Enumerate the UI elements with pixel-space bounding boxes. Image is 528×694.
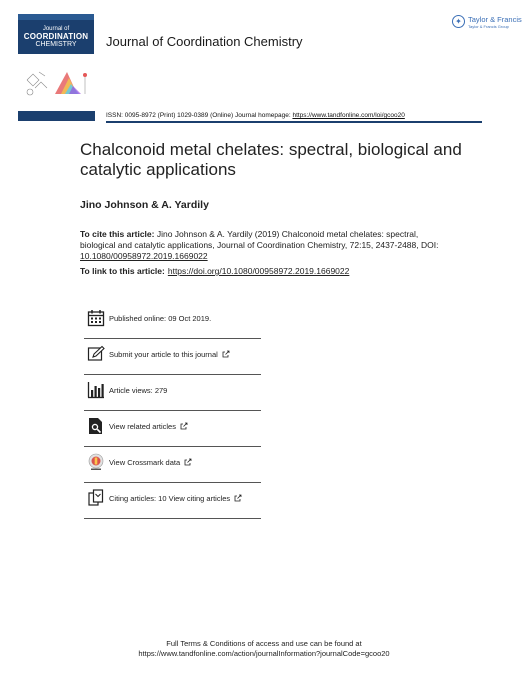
cover-line-2: COORDINATION <box>23 32 89 41</box>
header-divider <box>106 121 482 123</box>
footer-terms-link[interactable]: https://www.tandfonline.com/action/journalInformation?journalCode=gcoo20 <box>138 648 390 658</box>
citing-articles-link[interactable] <box>109 494 242 503</box>
issn-text: ISSN: 0095-8972 (Print) 1029-0389 (Online) Journal homepage: <box>106 112 293 119</box>
external-link-icon <box>180 422 188 430</box>
bar-chart-icon <box>87 381 105 399</box>
article-doi-link[interactable]: https://doi.org/10.1080/00958972.2019.1669022 <box>167 266 350 276</box>
article-views-text: Article views: 279 <box>109 386 168 395</box>
related-articles-link[interactable] <box>109 422 188 431</box>
crossmark-icon <box>87 453 105 471</box>
related-search-icon <box>87 417 105 435</box>
published-online-text: Published online: 09 Oct 2019. <box>109 314 212 323</box>
submit-article-row[interactable] <box>84 338 261 375</box>
external-link-icon <box>184 458 192 466</box>
cite-text: Jino Johnson & A. Yardily (2019) Chalconoid metal chelates: spectral, biological and catalytic applications, Journal of Coordination Chemistry, 72:15, 2437-2488, DOI: <box>80 229 439 250</box>
citing-articles-row[interactable] <box>84 482 261 519</box>
citation-block <box>80 229 452 262</box>
article-link-line <box>80 266 349 276</box>
citing-articles-icon <box>87 489 105 507</box>
publisher-name: Taylor & Francis <box>468 15 522 24</box>
related-articles-row[interactable] <box>84 410 261 447</box>
journal-homepage-link[interactable]: https://www.tandfonline.com/loi/gcoo20 <box>292 112 405 119</box>
external-link-icon <box>222 350 230 358</box>
calendar-icon <box>87 309 105 327</box>
citing-articles-label: Citing articles: 10 View citing articles <box>109 494 231 503</box>
cite-doi-link[interactable]: 10.1080/00958972.2019.1669022 <box>80 251 208 261</box>
submit-article-link[interactable] <box>109 350 230 359</box>
journal-cover-thumbnail <box>18 14 94 54</box>
submit-edit-icon <box>87 345 105 363</box>
article-title: Chalconoid metal chelates: spectral, biological and catalytic applications <box>80 140 462 179</box>
footer-terms <box>0 639 528 658</box>
issue-bar <box>18 111 95 121</box>
link-label: To link to this article: <box>80 266 165 276</box>
crossmark-row[interactable] <box>84 446 261 483</box>
cite-label: To cite this article: <box>80 229 155 239</box>
journal-title: Journal of Coordination Chemistry <box>106 34 303 49</box>
article-views-row <box>84 374 261 411</box>
publisher-logo-icon: ✦ <box>452 15 465 28</box>
article-authors: Jino Johnson & A. Yardily <box>80 199 209 211</box>
cover-top-strip <box>18 14 94 20</box>
submit-article-label: Submit your article to this journal <box>109 350 218 359</box>
crossmark-link[interactable] <box>109 458 192 467</box>
issn-line <box>106 112 405 119</box>
external-link-icon <box>234 494 242 502</box>
publisher-subtitle: Taylor & Francis Group <box>468 24 509 29</box>
cover-line-1: Journal of <box>42 26 70 32</box>
crossmark-label: View Crossmark data <box>109 458 181 467</box>
footer-line-1: Full Terms & Conditions of access and use can be found at <box>166 639 362 648</box>
published-online-row <box>84 302 261 339</box>
related-articles-label: View related articles <box>109 422 176 431</box>
cover-artwork-image <box>25 68 95 98</box>
cover-line-3: CHEMISTRY <box>35 41 77 48</box>
